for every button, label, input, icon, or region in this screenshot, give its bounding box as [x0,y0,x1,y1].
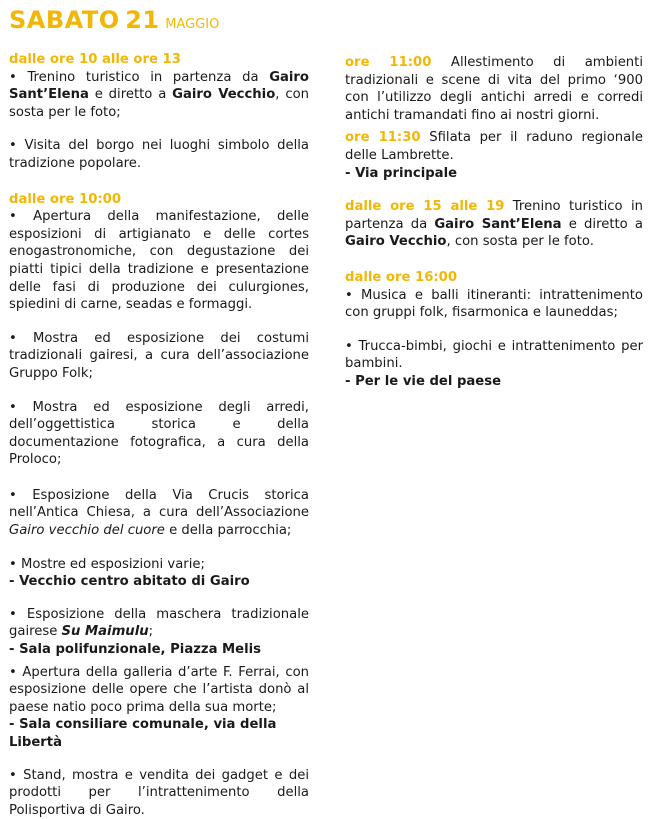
program-item: ore 11:30 Sfilata per il raduno regionale delle Lambrette. [345,130,644,163]
left-column [9,51,309,819]
program-item: • Esposizione della Via Crucis storica nell’Antica Chiesa, a cura dell’Associazione Gairo vecchio del cuore e della parrocchia; [9,487,309,539]
title-month: MAGGIO [165,17,220,32]
time-heading: dalle ore 15 alle 19 [345,199,505,215]
time-heading: dalle ore 16:00 [345,269,457,285]
title-day: SABATO [9,6,120,34]
program-item: • Mostra ed esposizione degli arredi, dell’oggettistica storica e della documentazione fotografica, a cura della Proloco; [9,399,309,468]
program-item: • Trenino turistico in partenza da Gairo Sant’Elena e diretto a Gairo Vecchio, con sosta per le foto; [9,69,310,120]
title-number: 21 [125,6,160,34]
program-item: • Apertura della galleria d’arte F. Ferrai, con esposizione delle opere che l’artista donò al paese natio poco prima della sua morte; [9,664,309,715]
location-label: - Sala consiliare comunale, via della Libertà [9,717,277,750]
program-item: • Trucca-bimbi, giochi e intrattenimento per bambini. [345,338,643,372]
program-item: dalle ore 15 alle 19 Trenino turistico in partenza da Gairo Sant’Elena e diretto a Gairo Vecchio, con sosta per le foto. [345,199,643,250]
location-label: - Per le vie del paese [345,373,502,389]
program-item: • Stand, mostra e vendita dei gadget e dei prodotti per l’intrattenimento della Polisportiva di Gairo. [9,767,309,818]
program-item: • Visita del borgo nei luoghi simbolo della tradizione popolare. [9,138,309,171]
page-title [9,6,219,34]
time-heading: ore 11:00 [345,55,432,70]
program-item: • Mostra ed esposizione dei costumi tradizionali gairesi, a cura dell’associazione Gruppo Folk; [9,330,309,381]
location-label: - Sala polifunzionale, Piazza Melis [9,642,262,658]
program-item: ore 11:00 Allestimento di ambienti tradizionali e scene di vita del primo ‘900 con l’utilizzo degli antichi arredi e corredi antichi tramandati fino ai nostri giorni. [345,55,643,123]
program-item: • Esposizione della maschera tradizionale gairese Su Maimulu; [9,606,309,640]
time-heading: dalle ore 10 alle ore 13 [9,52,181,67]
program-item: • Apertura della manifestazione, delle esposizioni di artigianato e delle cortes enogastronomiche, con degustazione dei piatti tipici della tradizione e presentazione delle fasi di produzione dei culurgiones, spiedini di carne, seadas e formaggi. [9,209,309,313]
right-column [345,54,643,391]
time-heading: ore 11:30 [345,130,421,146]
time-heading: dalle ore 10:00 [9,191,121,207]
location-label: - Via principale [345,165,458,181]
location-label: - Vecchio centro abitato di Gairo [9,574,250,590]
program-item: • Musica e balli itineranti: intrattenimento con gruppi folk, fisarmonica e launeddas; [345,287,643,321]
program-item: • Mostre ed esposizioni varie; [9,556,205,572]
